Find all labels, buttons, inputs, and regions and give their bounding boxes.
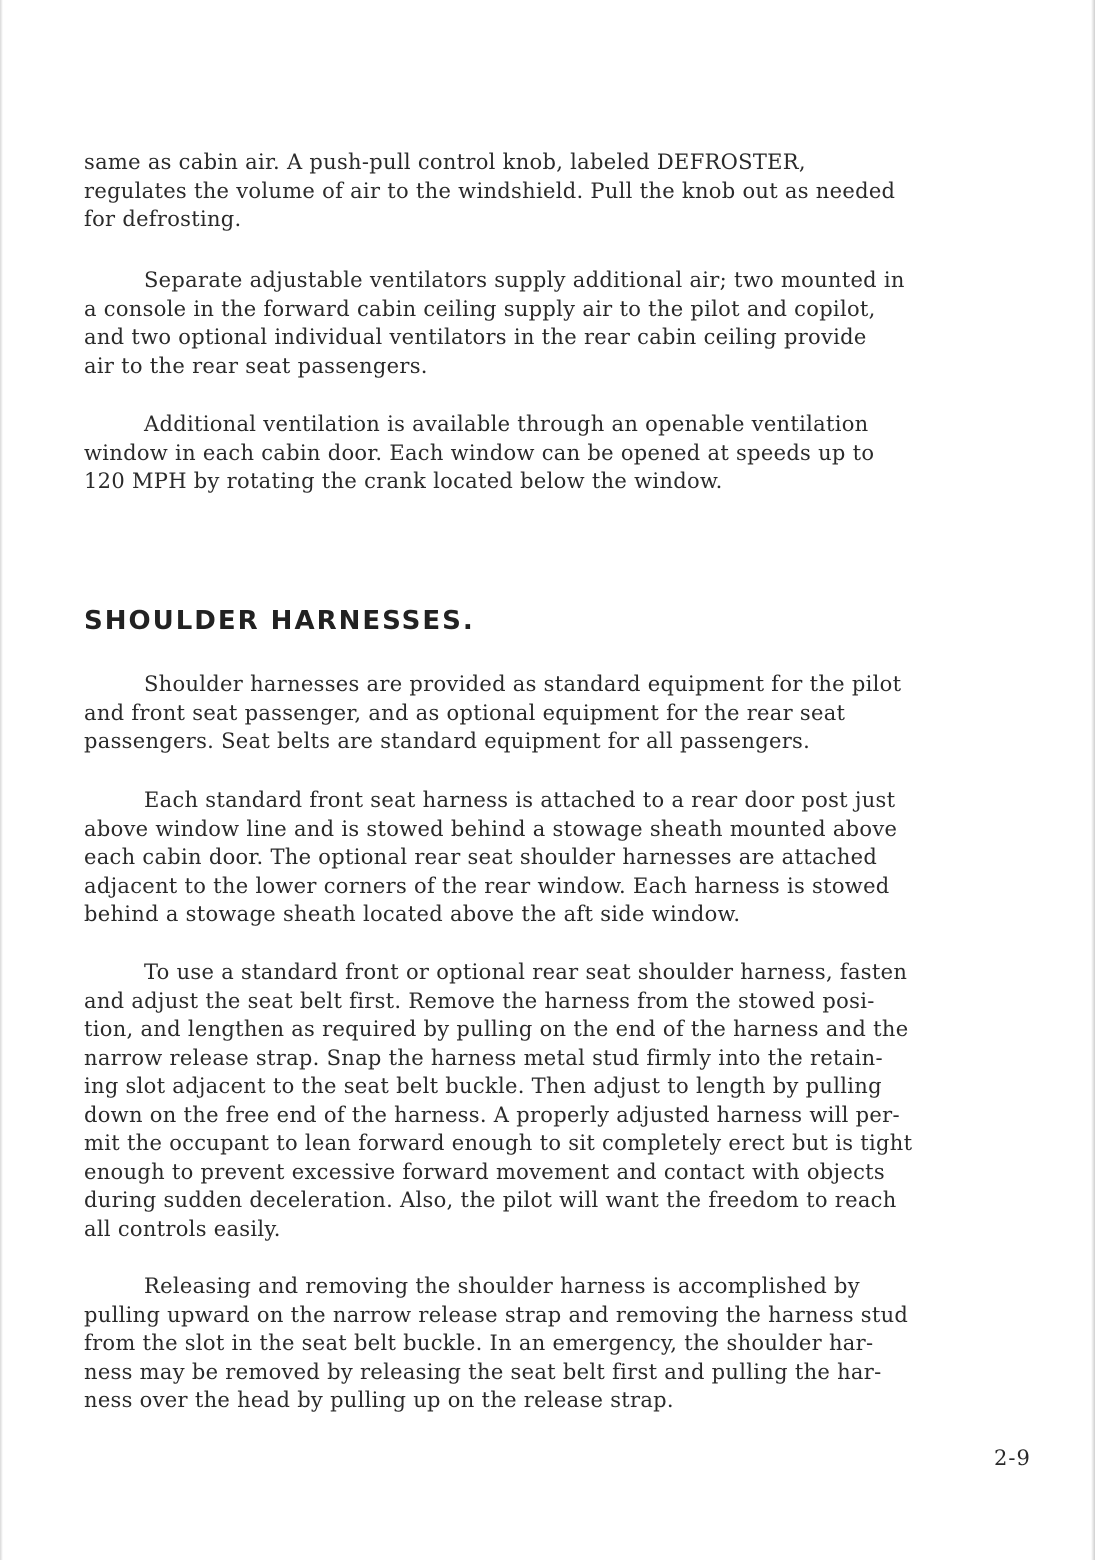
paragraph-harness-attachment: Each standard front seat harness is attached to a rear door post just above window line and is stowed behind a stowage sheath mounted above each cabin door. The optional rear seat shoulder harnesses are attached adjacent to the lower corners of the rear window. Each harness is stowed behind a stowage sheath located above the aft side window. (84, 788, 898, 926)
page-edge-right (1091, 0, 1095, 1560)
paragraph-harness-release: Releasing and removing the shoulder harness is accomplished by pulling upward on the narrow release strap and removing the harness stud from the slot in the seat belt buckle. In an emergency, the shoulder har- ness may be removed by releasing the seat belt first and pulling the har- ness over the head by pulling up on the release strap. (84, 1274, 909, 1412)
page-number: 2-9 (994, 1446, 1031, 1470)
page-edge-left (0, 0, 3, 1560)
paragraph-ventilators: Separate adjustable ventilators supply additional air; two mounted in a console in the forward cabin ceiling supply air to the pilot and copilot, and two optional individual ventilators in the rear cabin ceiling provide air to the rear seat passengers. (84, 268, 905, 378)
section-heading-shoulder-harnesses: SHOULDER HARNESSES. (84, 606, 475, 636)
paragraph-harness-equipment: Shoulder harnesses are provided as standard equipment for the pilot and front seat passenger, and as optional equipment for the rear seat passengers. Seat belts are standard equipment for all passengers. (84, 672, 902, 753)
paragraph-additional-ventilation: Additional ventilation is available through an openable ventilation window in each cabin door. Each window can be opened at speeds up to 120 MPH by rotating the crank located below the window. (84, 412, 875, 493)
paragraph-defroster: same as cabin air. A push-pull control knob, labeled DEFROSTER, regulates the volume of air to the windshield. Pull the knob out as needed for defrosting. (84, 150, 896, 231)
paragraph-harness-usage: To use a standard front or optional rear seat shoulder harness, fasten and adjust the seat belt first. Remove the harness from the stowed posi- tion, and lengthen as required by pulling on the end of the harness and the narrow release strap. Snap the harness metal stud firmly into the retain- ing slot adjacent to the seat belt buckle. Then adjust to length by pulling down on the free end of the harness. A properly adjusted harness will per- mit the occupant to lean forward enough to sit completely erect but is tight enough to prevent excessive forward movement and contact with objects during sudden deceleration. Also, the pilot will want the freedom to reach all controls easily. (84, 960, 913, 1241)
